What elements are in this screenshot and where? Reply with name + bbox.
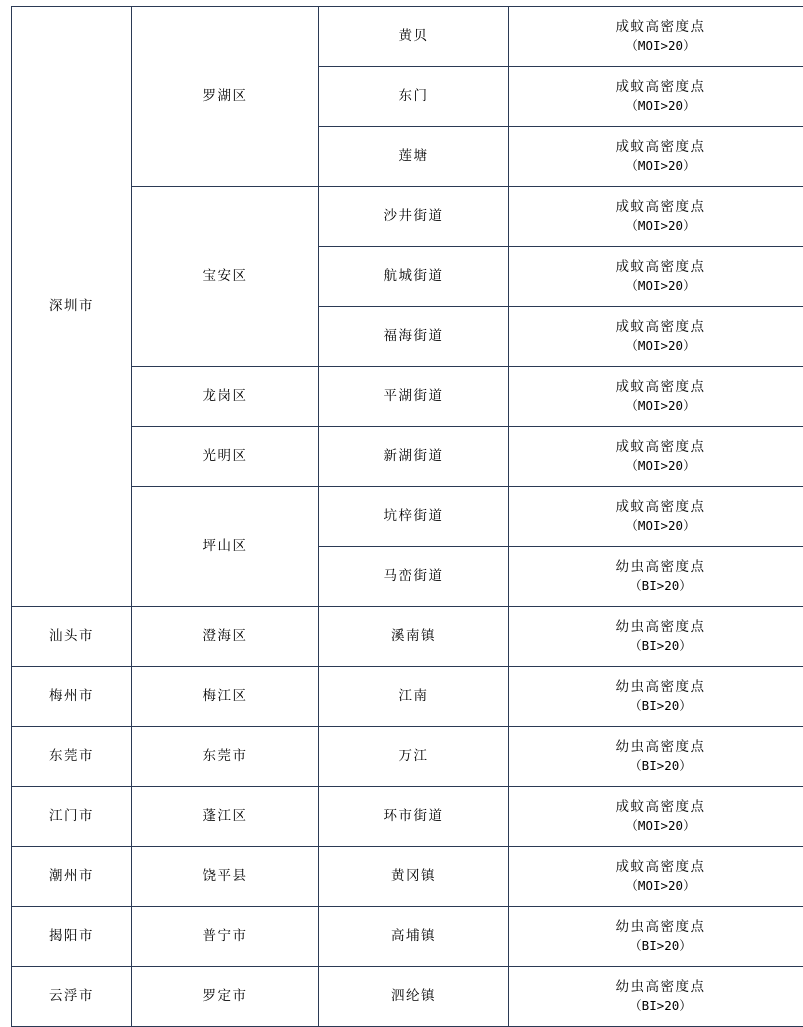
risk-level-threshold: （BI>20） [511,997,803,1016]
risk-level-main: 成蚊高密度点 [511,17,803,37]
table-row [12,847,803,907]
cell-risk-level [509,127,803,187]
risk-level-main: 幼虫高密度点 [511,557,803,577]
cell-county: 澄海区 [132,607,319,667]
cell-city: 梅州市 [12,667,132,727]
cell-town: 新湖街道 [319,427,509,487]
risk-level-main: 成蚊高密度点 [511,317,803,337]
cell-town: 莲塘 [319,127,509,187]
risk-level-main: 成蚊高密度点 [511,377,803,397]
risk-level-main: 成蚊高密度点 [511,797,803,817]
cell-county: 坪山区 [132,487,319,607]
table-row [12,7,803,67]
cell-city: 揭阳市 [12,907,132,967]
cell-county: 罗定市 [132,967,319,1027]
risk-table-body [12,7,803,1027]
cell-county: 普宁市 [132,907,319,967]
cell-town: 东门 [319,67,509,127]
risk-level-main: 幼虫高密度点 [511,737,803,757]
risk-level-main: 成蚊高密度点 [511,197,803,217]
cell-risk-level [509,907,803,967]
table-row [12,907,803,967]
cell-city: 东莞市 [12,727,132,787]
cell-risk-level [509,367,803,427]
risk-level-threshold: （BI>20） [511,577,803,596]
cell-town: 马峦街道 [319,547,509,607]
risk-level-threshold: （MOI>20） [511,97,803,116]
risk-level-main: 幼虫高密度点 [511,977,803,997]
cell-town: 万江 [319,727,509,787]
risk-level-threshold: （MOI>20） [511,517,803,536]
risk-level-threshold: （BI>20） [511,937,803,956]
cell-town: 溪南镇 [319,607,509,667]
risk-level-threshold: （MOI>20） [511,337,803,356]
cell-county: 梅江区 [132,667,319,727]
cell-town: 环市街道 [319,787,509,847]
risk-level-threshold: （MOI>20） [511,457,803,476]
table-row [12,787,803,847]
cell-town: 福海街道 [319,307,509,367]
risk-level-threshold: （BI>20） [511,697,803,716]
cell-county: 蓬江区 [132,787,319,847]
cell-risk-level [509,607,803,667]
cell-risk-level [509,427,803,487]
cell-city: 江门市 [12,787,132,847]
cell-city: 云浮市 [12,967,132,1027]
cell-city: 汕头市 [12,607,132,667]
risk-level-main: 幼虫高密度点 [511,677,803,697]
cell-county: 东莞市 [132,727,319,787]
risk-area-table [11,6,803,1027]
risk-level-main: 幼虫高密度点 [511,617,803,637]
risk-level-threshold: （MOI>20） [511,277,803,296]
cell-risk-level [509,187,803,247]
risk-level-threshold: （MOI>20） [511,397,803,416]
cell-town: 江南 [319,667,509,727]
risk-level-threshold: （MOI>20） [511,37,803,56]
table-row [12,667,803,727]
cell-county: 光明区 [132,427,319,487]
cell-county: 宝安区 [132,187,319,367]
cell-county: 龙岗区 [132,367,319,427]
cell-risk-level [509,307,803,367]
cell-risk-level [509,667,803,727]
table-row [12,727,803,787]
risk-level-threshold: （MOI>20） [511,817,803,836]
cell-risk-level [509,787,803,847]
risk-level-main: 成蚊高密度点 [511,77,803,97]
risk-level-threshold: （MOI>20） [511,157,803,176]
cell-town: 泗纶镇 [319,967,509,1027]
risk-level-threshold: （BI>20） [511,637,803,656]
cell-town: 航城街道 [319,247,509,307]
cell-risk-level [509,7,803,67]
cell-town: 平湖街道 [319,367,509,427]
risk-level-main: 成蚊高密度点 [511,437,803,457]
cell-town: 沙井街道 [319,187,509,247]
risk-level-main: 成蚊高密度点 [511,137,803,157]
cell-town: 坑梓街道 [319,487,509,547]
document-page [0,6,803,1024]
risk-level-main: 成蚊高密度点 [511,497,803,517]
cell-city: 深圳市 [12,7,132,607]
cell-town: 黄贝 [319,7,509,67]
cell-city: 潮州市 [12,847,132,907]
cell-risk-level [509,247,803,307]
cell-risk-level [509,67,803,127]
risk-level-main: 成蚊高密度点 [511,257,803,277]
cell-county: 饶平县 [132,847,319,907]
cell-town: 黄冈镇 [319,847,509,907]
cell-risk-level [509,727,803,787]
cell-risk-level [509,847,803,907]
cell-town: 高埔镇 [319,907,509,967]
risk-level-threshold: （MOI>20） [511,217,803,236]
risk-level-threshold: （MOI>20） [511,877,803,896]
cell-risk-level [509,547,803,607]
risk-level-main: 幼虫高密度点 [511,917,803,937]
risk-level-main: 成蚊高密度点 [511,857,803,877]
cell-county: 罗湖区 [132,7,319,187]
risk-level-threshold: （BI>20） [511,757,803,776]
cell-risk-level [509,487,803,547]
table-row [12,607,803,667]
